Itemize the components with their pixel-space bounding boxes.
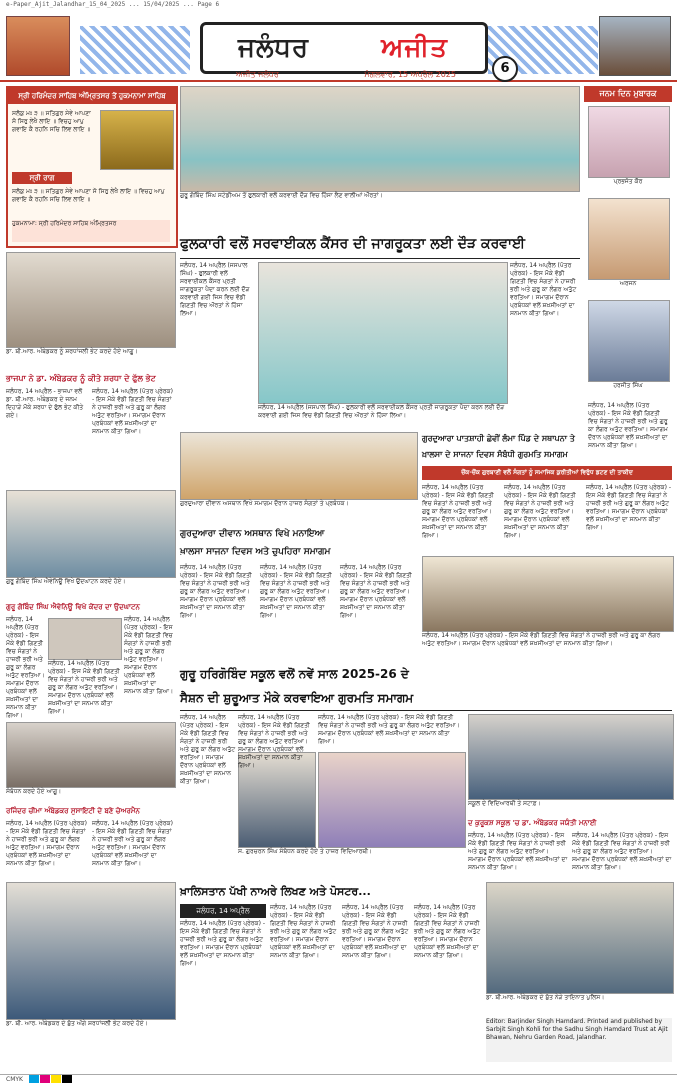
gurdwara-body-col-3: ਜਲੰਧਰ, 14 ਅਪ੍ਰੈਲ (ਪੱਤਰ ਪ੍ਰੇਰਕ) - ਇਸ ਮੌਕੇ ਵੱਡੀ ਗਿਣਤੀ ਵਿਚ ਸੰਗਤਾਂ ਨੇ ਹਾਜ਼ਰੀ ਭਰੀ ਅਤੇ ਗੁਰੂ ਕਾ ਲੰਗਰ ਅਤੁੱਟ ਵਰਤਿਆ। ਸਮਾਗਮ ਦੌਰਾਨ ਪ੍ਰਬੰਧਕਾਂ ਵਲੋਂ ਸ਼ਖ਼ਸੀਅਤਾਂ ਦਾ ਸਨਮਾਨ ਕੀਤਾ ਗਿਆ। xyxy=(586,484,672,531)
ambedkar-school-body-1: ਜਲੰਧਰ, 14 ਅਪ੍ਰੈਲ (ਪੱਤਰ ਪ੍ਰੇਰਕ) - ਇਸ ਮੌਕੇ ਵੱਡੀ ਗਿਣਤੀ ਵਿਚ ਸੰਗਤਾਂ ਨੇ ਹਾਜ਼ਰੀ ਭਰੀ ਅਤੇ ਗੁਰੂ ਕਾ ਲੰਗਰ ਅਤੁੱਟ ਵਰਤਿਆ। ਸਮਾਗਮ ਦੌਰਾਨ ਪ੍ਰਬੰਧਕਾਂ ਵਲੋਂ ਸ਼ਖ਼ਸੀਅਤਾਂ ਦਾ ਸਨਮਾਨ ਕੀਤਾ ਗਿਆ। xyxy=(468,832,568,871)
masthead-date: ਮੰਗਲਵਾਰ, 15 ਅਪ੍ਰੈਲ 2025 xyxy=(364,70,456,79)
gtb-inset-photo xyxy=(48,618,122,660)
masthead-left-photo xyxy=(6,16,70,76)
khalistan-body-col-2: ਜਲੰਧਰ, 14 ਅਪ੍ਰੈਲ (ਪੱਤਰ ਪ੍ਰੇਰਕ) - ਇਸ ਮੌਕੇ ਵੱਡੀ ਗਿਣਤੀ ਵਿਚ ਸੰਗਤਾਂ ਨੇ ਹਾਜ਼ਰੀ ਭਰੀ ਅਤੇ ਗੁਰੂ ਕਾ ਲੰਗਰ ਅਤੁੱਟ ਵਰਤਿਆ। ਸਮਾਗਮ ਦੌਰਾਨ ਪ੍ਰਬੰਧਕਾਂ ਵਲੋਂ ਸ਼ਖ਼ਸੀਅਤਾਂ ਦਾ ਸਨਮਾਨ ਕੀਤਾ ਗਿਆ। xyxy=(270,904,337,959)
diwan-caption: ਗੁਰਦੁਆਰਾ ਦੀਵਾਨ ਅਸਥਾਨ ਵਿਖੇ ਸਮਾਗਮ ਦੌਰਾਨ ਹਾਜ਼ਰ ਸੰਗਤਾਂ ਤੇ ਪ੍ਰਬੰਧਕ। xyxy=(180,500,349,507)
hukamnama-text-2: ਸਲੋਕੁ ਮਃ ੩ ॥ ਸਤਿਗੁਰ ਸੇਵੇ ਆਪਣਾ ਸੋ ਸਿਰੁ ਲੇਖੈ ਲਾਇ ॥ ਵਿਚਹੁ ਆਪੁ ਗਵਾਇ ਕੈ ਰਹਨਿ ਸਚਿ ਲਿਵ ਲਾਇ ॥ xyxy=(12,188,165,203)
school-headline-2: ਸੈਸ਼ਨ ਦੀ ਸ਼ੁਰੂਆਤ ਮੌਕੇ ਕਰਵਾਇਆ ਗੁਰਮਤਿ ਸਮਾਗਮ xyxy=(180,691,414,705)
gurdwara-headline-1: ਗੁਰਦੁਆਰਾ ਪਾਤਸ਼ਾਹੀ ਛੇਵੀਂ ਲੰਮਾ ਪਿੰਡ ਦੇ ਸਥਾਪਨਾ ਤੇ xyxy=(422,434,575,443)
gurdwara-body-col-2: ਜਲੰਧਰ, 14 ਅਪ੍ਰੈਲ (ਪੱਤਰ ਪ੍ਰੇਰਕ) - ਇਸ ਮੌਕੇ ਵੱਡੀ ਗਿਣਤੀ ਵਿਚ ਸੰਗਤਾਂ ਨੇ ਹਾਜ਼ਰੀ ਭਰੀ ਅਤੇ ਗੁਰੂ ਕਾ ਲੰਗਰ ਅਤੁੱਟ ਵਰਤਿਆ। ਸਮਾਗਮ ਦੌਰਾਨ ਪ੍ਰਬੰਧਕਾਂ ਵਲੋਂ ਸ਼ਖ਼ਸੀਅਤਾਂ ਦਾ ਸਨਮਾਨ ਕੀਤਾ ਗਿਆ। xyxy=(504,484,576,539)
page-number: 6 xyxy=(492,56,518,82)
police-photo xyxy=(486,882,674,994)
khalistan-box: ਜਲੰਧਰ, 14 ਅਪ੍ਰੈਲ xyxy=(180,904,266,918)
golden-temple-photo xyxy=(100,110,174,170)
ambedkar-school-caption: ਸਕੂਲ ਦੇ ਵਿਦਿਆਰਥੀ ਤੇ ਸਟਾਫ਼। xyxy=(468,800,541,807)
lawyers-headline: ਰਜਿੰਦਰ ਚੀਮਾ ਅੰਬੇਡਕਰ ਸੁਸਾਇਟੀ ਦੇ ਬਣੇ ਚੇਅਰਮੈਨ xyxy=(6,807,140,815)
birthday-caption-3: ਹਰਜੀਤ ਸਿੰਘ xyxy=(613,382,643,389)
khalistan-body-col-3: ਜਲੰਧਰ, 14 ਅਪ੍ਰੈਲ (ਪੱਤਰ ਪ੍ਰੇਰਕ) - ਇਸ ਮੌਕੇ ਵੱਡੀ ਗਿਣਤੀ ਵਿਚ ਸੰਗਤਾਂ ਨੇ ਹਾਜ਼ਰੀ ਭਰੀ ਅਤੇ ਗੁਰੂ ਕਾ ਲੰਗਰ ਅਤੁੱਟ ਵਰਤਿਆ। ਸਮਾਗਮ ਦੌਰਾਨ ਪ੍ਰਬੰਧਕਾਂ ਵਲੋਂ ਸ਼ਖ਼ਸੀਅਤਾਂ ਦਾ ਸਨਮਾਨ ਕੀਤਾ ਗਿਆ। xyxy=(342,904,409,959)
gurdwara-headline-2: ਖ਼ਾਲਸਾ ਦੇ ਸਾਜਨਾ ਦਿਵਸ ਸੰਬੰਧੀ ਗੁਰਮਤਿ ਸਮਾਗਮ xyxy=(422,450,568,459)
lawyers-photo xyxy=(6,722,176,788)
file-info-strip: e-Paper_Ajit_Jalandhar_15_04_2025 ... 15/04/2025 ... Page 6 xyxy=(6,1,220,8)
main-headline-rule xyxy=(180,258,580,259)
school-body-col-2: ਜਲੰਧਰ, 14 ਅਪ੍ਰੈਲ (ਪੱਤਰ ਪ੍ਰੇਰਕ) - ਇਸ ਮੌਕੇ ਵੱਡੀ ਗਿਣਤੀ ਵਿਚ ਸੰਗਤਾਂ ਨੇ ਹਾਜ਼ਰੀ ਭਰੀ ਅਤੇ ਗੁਰੂ ਕਾ ਲੰਗਰ ਅਤੁੱਟ ਵਰਤਿਆ। ਸਮਾਗਮ ਦੌਰਾਨ ਪ੍ਰਬੰਧਕਾਂ ਵਲੋਂ ਸ਼ਖ਼ਸੀਅਤਾਂ ਦਾ ਸਨਮਾਨ ਕੀਤਾ ਗਿਆ। xyxy=(238,714,310,769)
gtb-caption: ਗੁਰੂ ਗੋਬਿੰਦ ਸਿੰਘ ਐਵੇਨਿਊ ਵਿਖੇ ਉਦਘਾਟਨ ਕਰਦੇ ਹੋਏ। xyxy=(6,578,126,585)
school-body-col-1: ਜਲੰਧਰ, 14 ਅਪ੍ਰੈਲ (ਪੱਤਰ ਪ੍ਰੇਰਕ) - ਇਸ ਮੌਕੇ ਵੱਡੀ ਗਿਣਤੀ ਵਿਚ ਸੰਗਤਾਂ ਨੇ ਹਾਜ਼ਰੀ ਭਰੀ ਅਤੇ ਗੁਰੂ ਕਾ ਲੰਗਰ ਅਤੁੱਟ ਵਰਤਿਆ। ਸਮਾਗਮ ਦੌਰਾਨ ਪ੍ਰਬੰਧਕਾਂ ਵਲੋਂ ਸ਼ਖ਼ਸੀਅਤਾਂ ਦਾ ਸਨਮਾਨ ਕੀਤਾ ਗਿਆ। xyxy=(180,714,236,785)
diwan-headline-1: ਗੁਰਦੁਆਰਾ ਦੀਵਾਨ ਅਸਥਾਨ ਵਿਖੇ ਮਨਾਇਆ xyxy=(180,529,325,539)
birthday-column xyxy=(584,86,672,466)
imprint: Editor: Barjinder Singh Hamdard. Printed and published by Sarbjit Singh Kohli for the Sadhu Singh Hamdard Trust at Ajit Bhawan, Nehru Garden Road, Jalandhar. xyxy=(486,1018,672,1062)
school-headline-rule xyxy=(180,710,672,711)
school-body-col-3: ਜਲੰਧਰ, 14 ਅਪ੍ਰੈਲ (ਪੱਤਰ ਪ੍ਰੇਰਕ) - ਇਸ ਮੌਕੇ ਵੱਡੀ ਗਿਣਤੀ ਵਿਚ ਸੰਗਤਾਂ ਨੇ ਹਾਜ਼ਰੀ ਭਰੀ ਅਤੇ ਗੁਰੂ ਕਾ ਲੰਗਰ ਅਤੁੱਟ ਵਰਤਿਆ। ਸਮਾਗਮ ਦੌਰਾਨ ਪ੍ਰਬੰਧਕਾਂ ਵਲੋਂ ਸ਼ਖ਼ਸੀਅਤਾਂ ਦਾ ਸਨਮਾਨ ਕੀਤਾ ਗਿਆ। xyxy=(318,714,460,745)
ambedkar-school-body-2: ਜਲੰਧਰ, 14 ਅਪ੍ਰੈਲ (ਪੱਤਰ ਪ੍ਰੇਰਕ) - ਇਸ ਮੌਕੇ ਵੱਡੀ ਗਿਣਤੀ ਵਿਚ ਸੰਗਤਾਂ ਨੇ ਹਾਜ਼ਰੀ ਭਰੀ ਅਤੇ ਗੁਰੂ ਕਾ ਲੰਗਰ ਅਤੁੱਟ ਵਰਤਿਆ। ਸਮਾਗਮ ਦੌਰਾਨ ਪ੍ਰਬੰਧਕਾਂ ਵਲੋਂ ਸ਼ਖ਼ਸੀਅਤਾਂ ਦਾ ਸਨਮਾਨ ਕੀਤਾ ਗਿਆ। xyxy=(572,832,672,871)
diwan-body-col-2: ਜਲੰਧਰ, 14 ਅਪ੍ਰੈਲ (ਪੱਤਰ ਪ੍ਰੇਰਕ) - ਇਸ ਮੌਕੇ ਵੱਡੀ ਗਿਣਤੀ ਵਿਚ ਸੰਗਤਾਂ ਨੇ ਹਾਜ਼ਰੀ ਭਰੀ ਅਤੇ ਗੁਰੂ ਕਾ ਲੰਗਰ ਅਤੁੱਟ ਵਰਤਿਆ। ਸਮਾਗਮ ਦੌਰਾਨ ਪ੍ਰਬੰਧਕਾਂ ਵਲੋਂ ਸ਼ਖ਼ਸੀਅਤਾਂ ਦਾ ਸਨਮਾਨ ਕੀਤਾ ਗਿਆ। xyxy=(260,564,332,619)
ambedkar-school-photo xyxy=(468,714,674,800)
hukamnama-text: ਸਲੋਕੁ ਮਃ ੩ ॥ ਸਤਿਗੁਰ ਸੇਵੇ ਆਪਣਾ ਸੋ ਸਿਰੁ ਲੇਖੈ ਲਾਇ ॥ ਵਿਚਹੁ ਆਪੁ ਗਵਾਇ ਕੈ ਰਹਨਿ ਸਚਿ ਲਿਵ ਲਾਇ ॥ xyxy=(12,110,91,133)
hukamnama-footer: ਹੁਕਮਨਾਮਾ: ਸ੍ਰੀ ਹਰਿਮੰਦਰ ਸਾਹਿਬ ਅੰਮ੍ਰਿਤਸਰ xyxy=(12,220,170,242)
birthday-photo-3 xyxy=(588,300,670,382)
hukamnama-sub: ਸ੍ਰੀ ਰਾਗ xyxy=(12,172,72,184)
gurdwara-kicker: ਚੌਂਕ-ਚੌਂਕ ਗੁਰਬਾਣੀ ਵਲੋਂ ਸੰਗਤਾਂ ਨੂੰ ਸਮਾਜਿਕ ਕੁਰੀਤੀਆਂ ਵਿਰੁੱਧ ਡਟਣ ਦੀ ਤਾਕੀਦ xyxy=(422,466,672,480)
diwan-headline-2: ਖ਼ਾਲਸਾ ਸਾਜਨਾ ਦਿਵਸ ਅਤੇ ਚੁਪਹਿਰਾ ਸਮਾਗਮ xyxy=(180,547,331,557)
khalistan-headline: ਖ਼ਾਲਿਸਤਾਨ ਪੱਖੀ ਨਾਅਰੇ ਲਿਖਣ ਅਤੇ ਪੋਸਟਰ... xyxy=(180,885,371,898)
lawyers-caption: ਸੰਬੋਧਨ ਕਰਦੇ ਹੋਏ ਆਗੂ। xyxy=(6,788,62,795)
main-article-col-1: ਜਲੰਧਰ, 14 ਅਪ੍ਰੈਲ (ਜਸਪਾਲ ਸਿੰਘ) - ਫੁਲਕਾਰੀ ਵਲੋਂ ਸਰਵਾਈਕਲ ਕੈਂਸਰ ਪ੍ਰਤੀ ਜਾਗਰੂਕਤਾ ਪੈਦਾ ਕਰਨ ਲਈ ਦੌੜ ਕਰਵਾਈ ਗਈ ਜਿਸ ਵਿਚ ਵੱਡੀ ਗਿਣਤੀ ਵਿਚ ਔਰਤਾਂ ਨੇ ਹਿੱਸਾ ਲਿਆ। xyxy=(180,262,250,317)
khalistan-body-col-1: ਜਲੰਧਰ, 14 ਅਪ੍ਰੈਲ (ਪੱਤਰ ਪ੍ਰੇਰਕ) - ਇਸ ਮੌਕੇ ਵੱਡੀ ਗਿਣਤੀ ਵਿਚ ਸੰਗਤਾਂ ਨੇ ਹਾਜ਼ਰੀ ਭਰੀ ਅਤੇ ਗੁਰੂ ਕਾ ਲੰਗਰ ਅਤੁੱਟ ਵਰਤਿਆ। ਸਮਾਗਮ ਦੌਰਾਨ ਪ੍ਰਬੰਧਕਾਂ ਵਲੋਂ ਸ਼ਖ਼ਸੀਅਤਾਂ ਦਾ ਸਨਮਾਨ ਕੀਤਾ ਗਿਆ। xyxy=(180,920,266,967)
ambedkar-school-headline: ਦ ਕੁਰੂਕਸ਼ ਸਕੂਲ 'ਚ ਡਾ. ਅੰਬੇਡਕਰ ਜਯੰਤੀ ਮਨਾਈ xyxy=(468,819,597,827)
gtb-body-col-3: ਜਲੰਧਰ, 14 ਅਪ੍ਰੈਲ (ਪੱਤਰ ਪ੍ਰੇਰਕ) - ਇਸ ਮੌਕੇ ਵੱਡੀ ਗਿਣਤੀ ਵਿਚ ਸੰਗਤਾਂ ਨੇ ਹਾਜ਼ਰੀ ਭਰੀ ਅਤੇ ਗੁਰੂ ਕਾ ਲੰਗਰ ਅਤੁੱਟ ਵਰਤਿਆ। ਸਮਾਗਮ ਦੌਰਾਨ ਪ੍ਰਬੰਧਕਾਂ ਵਲੋਂ ਸ਼ਖ਼ਸੀਅਤਾਂ ਦਾ ਸਨਮਾਨ ਕੀਤਾ ਗਿਆ। xyxy=(48,660,120,715)
bottom-left-caption: ਡਾ. ਬੀ. ਆਰ. ਅੰਬੇਡਕਰ ਦੇ ਬੁੱਤ ਅੱਗੇ ਸ਼ਰਧਾਂਜਲੀ ਭੇਟ ਕਰਦੇ ਹੋਏ। xyxy=(6,1020,148,1027)
main-article-photo xyxy=(258,262,508,404)
main-photo-runners xyxy=(180,86,580,192)
gtb-body-col-2: ਜਲੰਧਰ, 14 ਅਪ੍ਰੈਲ (ਪੱਤਰ ਪ੍ਰੇਰਕ) - ਇਸ ਮੌਕੇ ਵੱਡੀ ਗਿਣਤੀ ਵਿਚ ਸੰਗਤਾਂ ਨੇ ਹਾਜ਼ਰੀ ਭਰੀ ਅਤੇ ਗੁਰੂ ਕਾ ਲੰਗਰ ਅਤੁੱਟ ਵਰਤਿਆ। ਸਮਾਗਮ ਦੌਰਾਨ ਪ੍ਰਬੰਧਕਾਂ ਵਲੋਂ ਸ਼ਖ਼ਸੀਅਤਾਂ ਦਾ ਸਨਮਾਨ ਕੀਤਾ ਗਿਆ। xyxy=(124,616,174,695)
newspaper-logo xyxy=(200,22,488,74)
color-swatch-2 xyxy=(51,1075,61,1083)
school-caption: ਸ. ਗੁਰਚਰਨ ਸਿੰਘ ਸੰਬੋਧਨ ਕਰਦੇ ਹੋਏ ਤੇ ਹਾਜ਼ਰ ਵਿਦਿਆਰਥੀ। xyxy=(238,848,373,855)
color-swatches xyxy=(29,1076,73,1083)
bjp-body-col-2: ਜਲੰਧਰ, 14 ਅਪ੍ਰੈਲ (ਪੱਤਰ ਪ੍ਰੇਰਕ) - ਇਸ ਮੌਕੇ ਵੱਡੀ ਗਿਣਤੀ ਵਿਚ ਸੰਗਤਾਂ ਨੇ ਹਾਜ਼ਰੀ ਭਰੀ ਅਤੇ ਗੁਰੂ ਕਾ ਲੰਗਰ ਅਤੁੱਟ ਵਰਤਿਆ। ਸਮਾਗਮ ਦੌਰਾਨ ਪ੍ਰਬੰਧਕਾਂ ਵਲੋਂ ਸ਼ਖ਼ਸੀਅਤਾਂ ਦਾ ਸਨਮਾਨ ਕੀਤਾ ਗਿਆ। xyxy=(92,388,173,435)
birthday-caption-1: ਪ੍ਰਭਜੋਤ ਕੌਰ xyxy=(613,178,643,185)
logo-jalandhar: ਜਲੰਧਰ xyxy=(237,32,310,63)
bjp-caption: ਡਾ. ਬੀ.ਆਰ. ਅੰਬੇਡਕਰ ਨੂੰ ਸ਼ਰਧਾਂਜਲੀ ਭੇਟ ਕਰਦੇ ਹੋਏ ਆਗੂ। xyxy=(6,348,138,355)
masthead xyxy=(0,10,677,82)
cmyk-label: CMYK xyxy=(6,1075,23,1083)
gurdwara-body-col-1: ਜਲੰਧਰ, 14 ਅਪ੍ਰੈਲ (ਪੱਤਰ ਪ੍ਰੇਰਕ) - ਇਸ ਮੌਕੇ ਵੱਡੀ ਗਿਣਤੀ ਵਿਚ ਸੰਗਤਾਂ ਨੇ ਹਾਜ਼ਰੀ ਭਰੀ ਅਤੇ ਗੁਰੂ ਕਾ ਲੰਗਰ ਅਤੁੱਟ ਵਰਤਿਆ। ਸਮਾਗਮ ਦੌਰਾਨ ਪ੍ਰਬੰਧਕਾਂ ਵਲੋਂ ਸ਼ਖ਼ਸੀਅਤਾਂ ਦਾ ਸਨਮਾਨ ਕੀਤਾ ਗਿਆ। xyxy=(422,484,494,539)
color-swatch-0 xyxy=(29,1075,39,1083)
bottom-left-photo xyxy=(6,882,176,1020)
gurdwara-photo-2 xyxy=(422,556,674,632)
khalistan-body-col-4: ਜਲੰਧਰ, 14 ਅਪ੍ਰੈਲ (ਪੱਤਰ ਪ੍ਰੇਰਕ) - ਇਸ ਮੌਕੇ ਵੱਡੀ ਗਿਣਤੀ ਵਿਚ ਸੰਗਤਾਂ ਨੇ ਹਾਜ਼ਰੀ ਭਰੀ ਅਤੇ ਗੁਰੂ ਕਾ ਲੰਗਰ ਅਤੁੱਟ ਵਰਤਿਆ। ਸਮਾਗਮ ਦੌਰਾਨ ਪ੍ਰਬੰਧਕਾਂ ਵਲੋਂ ਸ਼ਖ਼ਸੀਅਤਾਂ ਦਾ ਸਨਮਾਨ ਕੀਤਾ ਗਿਆ। xyxy=(414,904,481,959)
birthday-photo-2 xyxy=(588,198,670,280)
logo-ajit: ਅਜੀਤ xyxy=(381,32,448,63)
birthday-tag: ਜਨਮ ਦਿਨ ਮੁਬਾਰਕ xyxy=(584,86,672,102)
hukamnama-header: ਸ੍ਰੀ ਹਰਿਮੰਦਰ ਸਾਹਿਬ ਅੰਮ੍ਰਿਤਸਰ ਤੋਂ ਹੁਕਮਨਾਮਾ ਸਾਹਿਬ xyxy=(8,88,176,104)
school-audience-photo xyxy=(318,752,466,848)
gtb-body-col-1: ਜਲੰਧਰ, 14 ਅਪ੍ਰੈਲ (ਪੱਤਰ ਪ੍ਰੇਰਕ) - ਇਸ ਮੌਕੇ ਵੱਡੀ ਗਿਣਤੀ ਵਿਚ ਸੰਗਤਾਂ ਨੇ ਹਾਜ਼ਰੀ ਭਰੀ ਅਤੇ ਗੁਰੂ ਕਾ ਲੰਗਰ ਅਤੁੱਟ ਵਰਤਿਆ। ਸਮਾਗਮ ਦੌਰਾਨ ਪ੍ਰਬੰਧਕਾਂ ਵਲੋਂ ਸ਼ਖ਼ਸੀਅਤਾਂ ਦਾ ਸਨਮਾਨ ਕੀਤਾ ਗਿਆ। xyxy=(6,616,45,719)
gurdwara-event-photo xyxy=(180,432,418,500)
gurdwara-photo-2-caption: ਜਲੰਧਰ, 14 ਅਪ੍ਰੈਲ (ਪੱਤਰ ਪ੍ਰੇਰਕ) - ਇਸ ਮੌਕੇ ਵੱਡੀ ਗਿਣਤੀ ਵਿਚ ਸੰਗਤਾਂ ਨੇ ਹਾਜ਼ਰੀ ਭਰੀ ਅਤੇ ਗੁਰੂ ਕਾ ਲੰਗਰ ਅਤੁੱਟ ਵਰਤਿਆ। ਸਮਾਗਮ ਦੌਰਾਨ ਪ੍ਰਬੰਧਕਾਂ ਵਲੋਂ ਸ਼ਖ਼ਸੀਅਤਾਂ ਦਾ ਸਨਮਾਨ ਕੀਤਾ ਗਿਆ। xyxy=(422,632,661,647)
color-swatch-3 xyxy=(62,1075,72,1083)
masthead-subline xyxy=(236,70,456,80)
main-article-photo-caption: ਜਲੰਧਰ, 14 ਅਪ੍ਰੈਲ (ਜਸਪਾਲ ਸਿੰਘ) - ਫੁਲਕਾਰੀ ਵਲੋਂ ਸਰਵਾਈਕਲ ਕੈਂਸਰ ਪ੍ਰਤੀ ਜਾਗਰੂਕਤਾ ਪੈਦਾ ਕਰਨ ਲਈ ਦੌੜ ਕਰਵਾਈ ਗਈ ਜਿਸ ਵਿਚ ਵੱਡੀ ਗਿਣਤੀ ਵਿਚ ਔਰਤਾਂ ਨੇ ਹਿੱਸਾ ਲਿਆ। xyxy=(258,404,505,419)
birthday-photo-1 xyxy=(588,106,670,178)
masthead-edition: ਅਜੀਤ ਜਲੰਧਰ xyxy=(236,70,279,79)
birthday-note: ਜਲੰਧਰ, 14 ਅਪ੍ਰੈਲ (ਪੱਤਰ ਪ੍ਰੇਰਕ) - ਇਸ ਮੌਕੇ ਵੱਡੀ ਗਿਣਤੀ ਵਿਚ ਸੰਗਤਾਂ ਨੇ ਹਾਜ਼ਰੀ ਭਰੀ ਅਤੇ ਗੁਰੂ ਕਾ ਲੰਗਰ ਅਤੁੱਟ ਵਰਤਿਆ। ਸਮਾਗਮ ਦੌਰਾਨ ਪ੍ਰਬੰਧਕਾਂ ਵਲੋਂ ਸ਼ਖ਼ਸੀਅਤਾਂ ਦਾ ਸਨਮਾਨ ਕੀਤਾ ਗਿਆ। xyxy=(588,402,668,449)
school-headline-1: ਗੁਰੂ ਹਰਿਗੋਬਿੰਦ ਸਕੂਲ ਵਲੋਂ ਨਵੇਂ ਸਾਲ 2025-26 ਦੇ xyxy=(180,667,409,681)
lawyers-body-col-2: ਜਲੰਧਰ, 14 ਅਪ੍ਰੈਲ (ਪੱਤਰ ਪ੍ਰੇਰਕ) - ਇਸ ਮੌਕੇ ਵੱਡੀ ਗਿਣਤੀ ਵਿਚ ਸੰਗਤਾਂ ਨੇ ਹਾਜ਼ਰੀ ਭਰੀ ਅਤੇ ਗੁਰੂ ਕਾ ਲੰਗਰ ਅਤੁੱਟ ਵਰਤਿਆ। ਸਮਾਗਮ ਦੌਰਾਨ ਪ੍ਰਬੰਧਕਾਂ ਵਲੋਂ ਸ਼ਖ਼ਸੀਅਤਾਂ ਦਾ ਸਨਮਾਨ ਕੀਤਾ ਗਿਆ। xyxy=(92,820,173,867)
masthead-right-photo xyxy=(599,16,671,76)
bjp-photo xyxy=(6,252,176,348)
bjp-body-col-1: ਜਲੰਧਰ, 14 ਅਪ੍ਰੈਲ - ਭਾਜਪਾ ਵਲੋਂ ਡਾ. ਬੀ.ਆਰ. ਅੰਬੇਡਕਰ ਦੇ ਜਨਮ ਦਿਹਾੜੇ ਮੌਕੇ ਸ਼ਰਧਾ ਦੇ ਫੁੱਲ ਭੇਟ ਕੀਤੇ ਗਏ। xyxy=(6,388,84,419)
diwan-body-col-3: ਜਲੰਧਰ, 14 ਅਪ੍ਰੈਲ (ਪੱਤਰ ਪ੍ਰੇਰਕ) - ਇਸ ਮੌਕੇ ਵੱਡੀ ਗਿਣਤੀ ਵਿਚ ਸੰਗਤਾਂ ਨੇ ਹਾਜ਼ਰੀ ਭਰੀ ਅਤੇ ਗੁਰੂ ਕਾ ਲੰਗਰ ਅਤੁੱਟ ਵਰਤਿਆ। ਸਮਾਗਮ ਦੌਰਾਨ ਪ੍ਰਬੰਧਕਾਂ ਵਲੋਂ ਸ਼ਖ਼ਸੀਅਤਾਂ ਦਾ ਸਨਮਾਨ ਕੀਤਾ ਗਿਆ। xyxy=(340,564,412,619)
gtb-headline: ਗੁਰੂ ਗੋਬਿੰਦ ਸਿੰਘ ਐਵੇਨਿਊ ਵਿਖੇ ਕੇਂਦਰ ਦਾ ਉਦਘਾਟਨ xyxy=(6,603,140,611)
khalistan-caption: ਡਾ. ਬੀ.ਆਰ. ਅੰਬੇਡਕਰ ਦੇ ਬੁੱਤ ਨੇੜੇ ਤਾਇਨਾਤ ਪੁਲਿਸ। xyxy=(486,994,605,1001)
birthday-caption-2: ਅਰਜਨ xyxy=(619,280,637,287)
main-photo-caption: ਗੁਰੂ ਗੋਬਿੰਦ ਸਿੰਘ ਸਟੇਡੀਅਮ ਤੋਂ ਫੁਲਕਾਰੀ ਵਲੋਂ ਕਰਵਾਈ ਦੌੜ ਵਿਚ ਹਿੱਸਾ ਲੈਣ ਵਾਲੀਆਂ ਔਰਤਾਂ। xyxy=(180,192,383,199)
gtb-photo xyxy=(6,490,176,578)
lawyers-body-col-1: ਜਲੰਧਰ, 14 ਅਪ੍ਰੈਲ (ਪੱਤਰ ਪ੍ਰੇਰਕ) - ਇਸ ਮੌਕੇ ਵੱਡੀ ਗਿਣਤੀ ਵਿਚ ਸੰਗਤਾਂ ਨੇ ਹਾਜ਼ਰੀ ਭਰੀ ਅਤੇ ਗੁਰੂ ਕਾ ਲੰਗਰ ਅਤੁੱਟ ਵਰਤਿਆ। ਸਮਾਗਮ ਦੌਰਾਨ ਪ੍ਰਬੰਧਕਾਂ ਵਲੋਂ ਸ਼ਖ਼ਸੀਅਤਾਂ ਦਾ ਸਨਮਾਨ ਕੀਤਾ ਗਿਆ। xyxy=(6,820,87,867)
masthead-ornament-left xyxy=(80,26,190,74)
main-headline: ਫੁਲਕਾਰੀ ਵਲੋਂ ਸਰਵਾਈਕਲ ਕੈਂਸਰ ਦੀ ਜਾਗਰੂਕਤਾ ਲਈ ਦੌੜ ਕਰਵਾਈ xyxy=(180,236,526,252)
color-swatch-1 xyxy=(40,1075,50,1083)
page-footer xyxy=(0,1074,677,1090)
bjp-headline: ਭਾਜਪਾ ਨੇ ਡਾ. ਅੰਬੇਡਕਰ ਨੂੰ ਕੀਤੇ ਸ਼ਰਧਾ ਦੇ ਫੁੱਲ ਭੇਟ xyxy=(6,374,156,383)
hukamnama-box xyxy=(6,86,178,248)
diwan-body-col-1: ਜਲੰਧਰ, 14 ਅਪ੍ਰੈਲ (ਪੱਤਰ ਪ੍ਰੇਰਕ) - ਇਸ ਮੌਕੇ ਵੱਡੀ ਗਿਣਤੀ ਵਿਚ ਸੰਗਤਾਂ ਨੇ ਹਾਜ਼ਰੀ ਭਰੀ ਅਤੇ ਗੁਰੂ ਕਾ ਲੰਗਰ ਅਤੁੱਟ ਵਰਤਿਆ। ਸਮਾਗਮ ਦੌਰਾਨ ਪ੍ਰਬੰਧਕਾਂ ਵਲੋਂ ਸ਼ਖ਼ਸੀਅਤਾਂ ਦਾ ਸਨਮਾਨ ਕੀਤਾ ਗਿਆ। xyxy=(180,564,252,619)
main-article-col-2: ਜਲੰਧਰ, 14 ਅਪ੍ਰੈਲ (ਪੱਤਰ ਪ੍ਰੇਰਕ) - ਇਸ ਮੌਕੇ ਵੱਡੀ ਗਿਣਤੀ ਵਿਚ ਸੰਗਤਾਂ ਨੇ ਹਾਜ਼ਰੀ ਭਰੀ ਅਤੇ ਗੁਰੂ ਕਾ ਲੰਗਰ ਅਤੁੱਟ ਵਰਤਿਆ। ਸਮਾਗਮ ਦੌਰਾਨ ਪ੍ਰਬੰਧਕਾਂ ਵਲੋਂ ਸ਼ਖ਼ਸੀਅਤਾਂ ਦਾ ਸਨਮਾਨ ਕੀਤਾ ਗਿਆ। xyxy=(510,262,577,317)
